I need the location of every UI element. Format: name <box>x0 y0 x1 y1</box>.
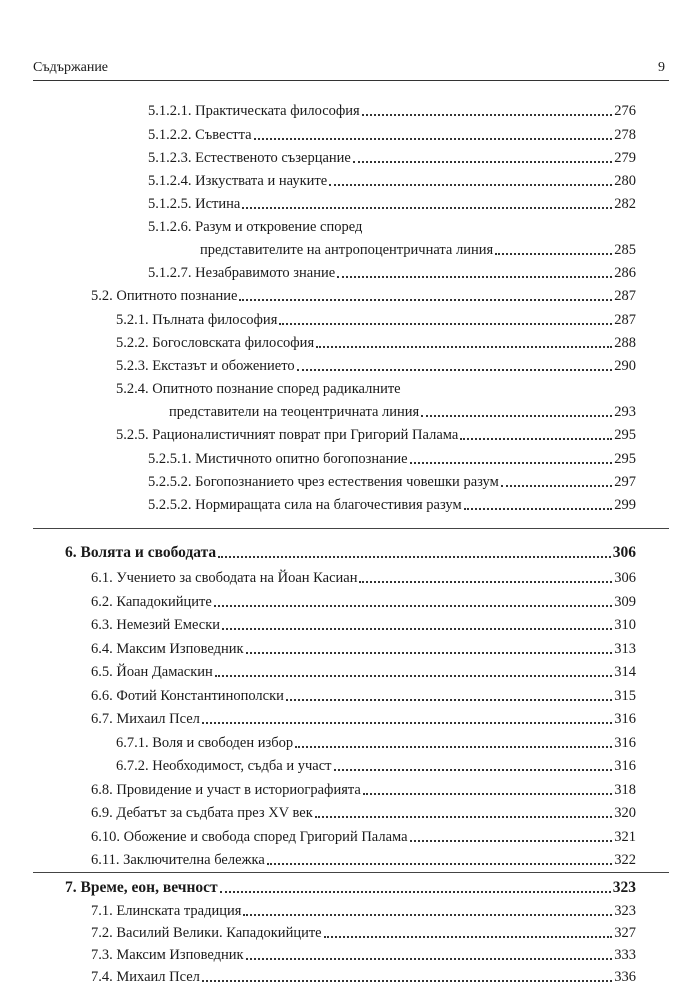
toc-entry-label: 5.2.5. Рационалистичният поврат при Григорий Палама <box>116 427 459 443</box>
toc-entry <box>91 661 636 681</box>
dot-leader <box>218 556 611 558</box>
toc-entry-label: 5.1.2.4. Изкуствата и науките <box>148 173 328 189</box>
toc-entry <box>116 378 636 398</box>
dot-leader <box>410 462 613 464</box>
dot-leader <box>495 253 612 255</box>
toc-entry-page: 322 <box>614 852 636 868</box>
header-page-number: 9 <box>658 60 665 75</box>
toc-entry-page: 306 <box>614 570 636 586</box>
toc-entry-page: 314 <box>614 664 636 680</box>
toc-entry-label: представители на теоцентричната линия <box>169 404 420 420</box>
toc-entry-label: 6.2. Кападокийците <box>91 594 212 610</box>
toc-entry <box>91 900 636 920</box>
section-divider <box>33 528 669 529</box>
toc-entry-label: 6.10. Обожение и свобода според Григорий Палама <box>91 829 408 845</box>
toc-entry-page: 316 <box>614 758 636 774</box>
toc-entry <box>91 285 636 305</box>
dot-leader <box>334 769 613 771</box>
toc-entry <box>148 170 636 190</box>
toc-entry-label: 6.9. Дебатът за съдбата през XV век <box>91 805 313 821</box>
toc-entry <box>148 100 636 120</box>
toc-entry <box>148 448 636 468</box>
dot-leader <box>353 161 612 163</box>
toc-entry-page: 320 <box>614 805 636 821</box>
toc-entry-page: 286 <box>614 265 636 281</box>
toc-entry-page: 333 <box>614 947 636 963</box>
toc-entry <box>116 309 636 329</box>
toc-entry-label: 6.1. Учението за свободата на Йоан Касиан <box>91 570 358 586</box>
dot-leader <box>359 581 612 583</box>
toc-entry-page: 285 <box>614 242 636 258</box>
toc-entry-page: 313 <box>614 641 636 657</box>
dot-leader <box>214 605 612 607</box>
toc-entry-label: 5.2.3. Екстазът и обожението <box>116 358 295 374</box>
toc-entry-page: 321 <box>614 829 636 845</box>
toc-entry-page: 293 <box>614 404 636 420</box>
toc-entry-label: 6.7.1. Воля и свободен избор <box>116 735 294 751</box>
toc-entry-label: 6.11. Заключителна бележка <box>91 852 265 868</box>
toc-entry-page: 336 <box>614 969 636 985</box>
dot-leader <box>295 746 612 748</box>
toc-entry <box>148 147 636 167</box>
toc-entry <box>91 708 636 728</box>
dot-leader <box>246 652 613 654</box>
toc-entry-page: 280 <box>614 173 636 189</box>
dot-leader <box>239 299 612 301</box>
toc-entry-label: 7.4. Михаил Псел <box>91 969 200 985</box>
dot-leader <box>464 508 613 510</box>
toc-entry-label: 5.2.1. Пълната философия <box>116 312 278 328</box>
toc-entry-page: 290 <box>614 358 636 374</box>
dot-leader <box>243 914 612 916</box>
toc-entry-page: 299 <box>614 497 636 513</box>
toc-entry-page: 318 <box>614 782 636 798</box>
dot-leader <box>363 793 612 795</box>
toc-entry <box>116 424 636 444</box>
dot-leader <box>202 722 612 724</box>
toc-entry-page: 287 <box>614 312 636 328</box>
toc-entry-page: 278 <box>614 127 636 143</box>
toc-entry-label: 7.3. Максим Изповедник <box>91 947 244 963</box>
toc-chapter <box>65 877 636 897</box>
toc-entry <box>200 239 636 259</box>
toc-entry-label: 6.5. Йоан Дамаскин <box>91 664 213 680</box>
toc-entry-label: 6.8. Провидение и участ в историографията <box>91 782 361 798</box>
toc-entry-label: 6.7.2. Необходимост, съдба и участ <box>116 758 332 774</box>
toc-chapter <box>65 542 636 562</box>
toc-entry <box>91 826 636 846</box>
toc-entry-page: 306 <box>612 544 636 561</box>
dot-leader <box>316 346 612 348</box>
toc-entry <box>91 591 636 611</box>
toc-entry-page: 323 <box>612 879 636 896</box>
toc-entry-page: 323 <box>614 903 636 919</box>
toc-entry <box>91 685 636 705</box>
header-title: Съдържание <box>33 60 109 75</box>
toc-entry-label: 5.2.4. Опитното познание според радикалните <box>116 381 401 397</box>
toc-entry <box>116 332 636 352</box>
toc-entry-label: 5.1.2.7. Незабравимото знание <box>148 265 336 281</box>
section-divider <box>33 872 669 873</box>
toc-entry-label: 7. Време, еон, вечност <box>65 879 218 896</box>
toc-entry-page: 315 <box>614 688 636 704</box>
dot-leader <box>329 184 612 186</box>
dot-leader <box>460 438 612 440</box>
toc-entry <box>91 614 636 634</box>
toc-entry-page: 288 <box>614 335 636 351</box>
dot-leader <box>279 323 612 325</box>
toc-entry <box>116 755 636 775</box>
toc-entry-label: 5.2.5.2. Богопознанието чрез естествения човешки разум <box>148 474 499 490</box>
toc-entry-page: 310 <box>614 617 636 633</box>
toc-entry <box>91 944 636 964</box>
toc-entry-label: 5.1.2.5. Истина <box>148 196 241 212</box>
toc-entry <box>148 262 636 282</box>
toc-entry <box>91 567 636 587</box>
toc-entry <box>148 494 636 514</box>
toc-entry-label: 5.1.2.2. Съвестта <box>148 127 252 143</box>
toc-entry <box>148 124 636 144</box>
toc-entry-label: 5.1.2.6. Разум и откровение според <box>148 219 363 235</box>
toc-entry <box>91 922 636 942</box>
toc-entry-label: 5.2.5.2. Нормиращата сила на благочестивия разум <box>148 497 462 513</box>
dot-leader <box>421 415 612 417</box>
dot-leader <box>267 863 612 865</box>
dot-leader <box>202 980 612 982</box>
toc-entry <box>91 966 636 986</box>
toc-entry-page: 295 <box>614 451 636 467</box>
toc-entry-page: 297 <box>614 474 636 490</box>
dot-leader <box>410 840 613 842</box>
toc-entry-label: 5.1.2.3. Естественото съзерцание <box>148 150 351 166</box>
toc-entry-page: 295 <box>614 427 636 443</box>
toc-entry-page: 287 <box>614 288 636 304</box>
dot-leader <box>337 276 612 278</box>
toc-entry <box>91 638 636 658</box>
toc-entry <box>148 193 636 213</box>
toc-entry-label: 6.3. Немезий Емески <box>91 617 221 633</box>
dot-leader <box>501 485 612 487</box>
dot-leader <box>215 675 612 677</box>
toc-entry <box>91 802 636 822</box>
toc-entry-label: 7.2. Василий Велики. Кападокийците <box>91 925 322 941</box>
dot-leader <box>362 114 613 116</box>
toc-entry-label: 5.2. Опитното познание <box>91 288 238 304</box>
toc-entry <box>169 401 636 421</box>
toc-entry <box>148 216 636 236</box>
toc-entry-label: 7.1. Елинската традиция <box>91 903 242 919</box>
toc-entry <box>116 732 636 752</box>
toc-entry-label: 6. Волята и свободата <box>65 544 217 561</box>
toc-entry-page: 327 <box>614 925 636 941</box>
toc-entry <box>116 355 636 375</box>
dot-leader <box>286 699 612 701</box>
dot-leader <box>297 369 613 371</box>
toc-entry <box>91 849 636 869</box>
dot-leader <box>220 891 611 893</box>
dot-leader <box>315 816 613 818</box>
toc-entry-label: 5.2.2. Богословската философия <box>116 335 315 351</box>
toc-entry-page: 309 <box>614 594 636 610</box>
toc-entry <box>148 471 636 491</box>
toc-entry-page: 279 <box>614 150 636 166</box>
toc-entry-label: 6.7. Михаил Псел <box>91 711 200 727</box>
toc-entry <box>91 779 636 799</box>
toc-entry-label: 6.6. Фотий Константинополски <box>91 688 284 704</box>
dot-leader <box>254 138 613 140</box>
toc-entry-label: представителите на антропоцентричната линия <box>200 242 494 258</box>
dot-leader <box>222 628 612 630</box>
toc-entry-page: 282 <box>614 196 636 212</box>
toc-entry-page: 316 <box>614 711 636 727</box>
toc-entry-page: 316 <box>614 735 636 751</box>
toc-entry-label: 5.2.5.1. Мистичното опитно богопознание <box>148 451 408 467</box>
dot-leader <box>324 936 613 938</box>
dot-leader <box>246 958 613 960</box>
toc-entry-label: 5.1.2.1. Практическата философия <box>148 103 360 119</box>
dot-leader <box>242 207 612 209</box>
toc-entry-label: 6.4. Максим Изповедник <box>91 641 244 657</box>
toc-entry-page: 276 <box>614 103 636 119</box>
